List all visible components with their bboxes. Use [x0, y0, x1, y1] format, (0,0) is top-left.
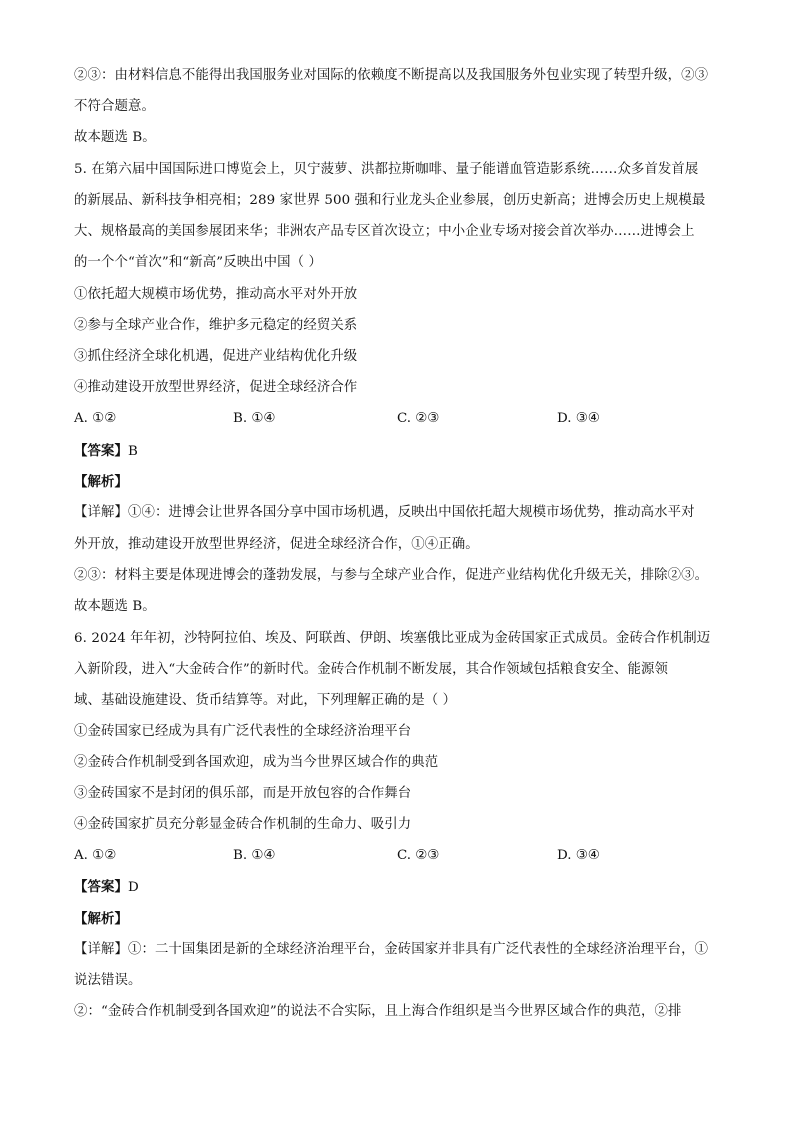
- q6-analysis-label: 【解析】: [74, 911, 128, 927]
- q5-stem-line: 5. 在第六届中国国际进口博览会上，贝宁菠萝、洪都拉斯咖啡、量子能谱血管造影系统……众多首发首展: [74, 162, 699, 177]
- q5-analysis-label: 【解析】: [74, 474, 128, 490]
- q4-conclusion: 故本题选 B。: [74, 130, 156, 145]
- q6-detail-line: ②：“金砖合作机制受到各国欢迎”的说法不合实际，且上海合作组织是当今世界区域合作的典范，②排: [74, 1004, 682, 1019]
- q5-option-c: C. ②③: [397, 411, 440, 426]
- q6-statement: ①金砖国家已经成为具有广泛代表性的全球经济治理平台: [74, 724, 412, 739]
- q5-detail-line: 【详解】①④：进博会让世界各国分享中国市场机遇，反映出中国依托超大规模市场优势，推动高水平对: [74, 505, 695, 520]
- q5-detail-line: 外开放，推动建设开放型世界经济，促进全球经济合作，①④正确。: [74, 537, 479, 552]
- q5-stem-line: 的新展品、新科技争相亮相；289 家世界 500 强和行业龙头企业参展，创历史新高；进博会历史上规模最: [74, 193, 706, 208]
- q6-statement: ④金砖国家扩员充分彰显金砖合作机制的生命力、吸引力: [74, 817, 412, 832]
- q5-stem-line: 的一个个“首次”和“新高”反映出中国（ ）: [74, 255, 322, 270]
- q6-statement: ③金砖国家不是封闭的俱乐部，而是开放包容的合作舞台: [74, 786, 412, 801]
- q4-analysis-line: ②③：由材料信息不能得出我国服务业对国际的依赖度不断提高以及我国服务外包业实现了转型升级，②③: [74, 68, 709, 83]
- q6-answer: [74, 877, 139, 898]
- q6-stem-line: 6. 2024 年年初，沙特阿拉伯、埃及、阿联酋、伊朗、埃塞俄比亚成为金砖国家正式成员。金砖合作机制迈: [74, 631, 711, 646]
- q6-option-d: D. ③④: [557, 848, 600, 863]
- q6-option-a: A. ①②: [74, 848, 117, 863]
- answer-label: 【答案】: [74, 443, 128, 459]
- q5-conclusion: 故本题选 B。: [74, 599, 156, 614]
- q6-option-b: B. ①④: [233, 848, 276, 863]
- q6-detail-line: 说法错误。: [74, 973, 142, 988]
- answer-value: D: [127, 880, 139, 895]
- q5-answer: [74, 441, 138, 462]
- q5-statement: ③抓住经济全球化机遇，促进产业结构优化升级: [74, 349, 358, 364]
- q5-statement: ②参与全球产业合作，维护多元稳定的经贸关系: [74, 318, 358, 333]
- answer-label: 【答案】: [74, 879, 128, 895]
- q6-stem-line: 入新阶段，进入“大金砖合作”的新时代。金砖合作机制不断发展，其合作领域包括粮食安全、能源领: [74, 662, 668, 677]
- answer-value: B: [127, 444, 138, 459]
- q6-detail-line: 【详解】①：二十国集团是新的全球经济治理平台，金砖国家并非具有广泛代表性的全球经济治理平台，①: [74, 942, 709, 957]
- q5-option-b: B. ①④: [233, 411, 276, 426]
- q4-analysis-line: 不符合题意。: [74, 99, 155, 114]
- q6-option-c: C. ②③: [397, 848, 440, 863]
- q5-statement: ①依托超大规模市场优势，推动高水平对外开放: [74, 287, 358, 302]
- q5-stem-line: 大、规格最高的美国参展团来华；非洲农产品专区首次设立；中小企业专场对接会首次举办……进博会上: [74, 224, 695, 239]
- q6-stem-line: 域、基础设施建设、货币结算等。对此，下列理解正确的是（ ）: [74, 693, 457, 708]
- q5-statement: ④推动建设开放型世界经济，促进全球经济合作: [74, 380, 358, 395]
- q5-option-d: D. ③④: [557, 411, 600, 426]
- q5-detail-line: ②③：材料主要是体现进博会的蓬勃发展，与参与全球产业合作，促进产业结构优化升级无关，排除②③。: [74, 568, 709, 583]
- q5-option-a: A. ①②: [74, 411, 117, 426]
- q6-statement: ②金砖合作机制受到各国欢迎，成为当今世界区域合作的典范: [74, 755, 439, 770]
